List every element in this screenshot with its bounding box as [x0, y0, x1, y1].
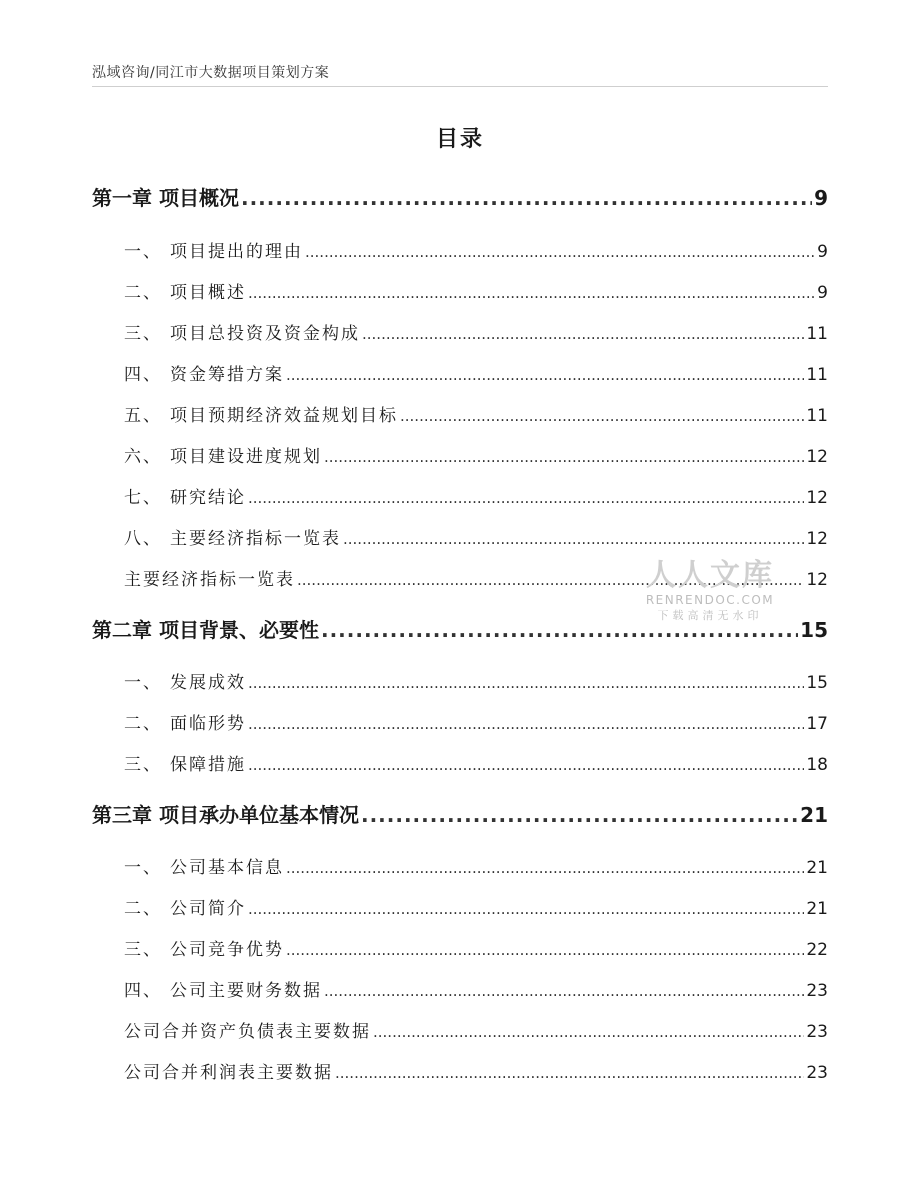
toc-page-number: 15 [806, 673, 828, 693]
leader-dots [324, 982, 804, 1000]
toc-entry-label: 项目提出的理由 [170, 242, 303, 262]
toc-section-number: 二、 [124, 714, 162, 734]
toc-chapter-1[interactable] [92, 182, 828, 211]
header-divider [92, 86, 828, 87]
leader-dots [400, 407, 804, 425]
toc-section[interactable] [92, 319, 828, 344]
toc-entry-label: 发展成效 [170, 673, 246, 693]
leader-dots [361, 803, 798, 827]
toc-section-number: 八、 [124, 529, 162, 549]
leader-dots [324, 448, 804, 466]
toc-entry-label: 第一章 项目概况 [92, 186, 239, 210]
page-title: 目录 [435, 127, 484, 152]
watermark-site: RENRENDOC.COM [645, 593, 775, 607]
toc-section[interactable] [92, 935, 828, 960]
leader-dots [241, 186, 812, 210]
toc-page-number: 9 [814, 186, 828, 210]
toc-entry-label: 研究结论 [170, 488, 246, 508]
toc-section-number: 四、 [124, 981, 162, 1001]
toc-section[interactable] [92, 442, 828, 467]
leader-dots [286, 941, 804, 959]
leader-dots [286, 366, 804, 384]
toc-section[interactable] [92, 524, 828, 549]
toc-page-number: 22 [806, 940, 828, 960]
toc-page-number: 23 [806, 1063, 828, 1083]
toc-section-number: 三、 [124, 755, 162, 775]
toc-section[interactable] [92, 709, 828, 734]
toc-page-number: 17 [806, 714, 828, 734]
leader-dots [248, 756, 804, 774]
toc-page-number: 23 [806, 1022, 828, 1042]
watermark-tagline: 下载高清无水印 [657, 609, 763, 622]
toc-page-number: 9 [817, 242, 828, 262]
toc-section-number: 三、 [124, 940, 162, 960]
toc-section-number: 二、 [124, 283, 162, 303]
leader-dots [286, 859, 804, 877]
toc-entry-label: 公司基本信息 [170, 858, 284, 878]
leader-dots [362, 325, 804, 343]
toc-entry-label: 第三章 项目承办单位基本情况 [92, 803, 359, 827]
toc-chapter-2[interactable] [92, 614, 828, 643]
toc-section[interactable] [92, 750, 828, 775]
toc-entry-label: 公司主要财务数据 [170, 981, 322, 1001]
toc-page-number: 9 [817, 283, 828, 303]
toc-page-number: 12 [806, 447, 828, 467]
toc-section-number: 七、 [124, 488, 162, 508]
toc-table-entry[interactable] [92, 1017, 828, 1042]
toc-entry-label: 项目总投资及资金构成 [170, 324, 360, 344]
leader-dots [305, 243, 815, 261]
toc-entry-label: 公司合并资产负债表主要数据 [124, 1022, 371, 1042]
toc-page-number: 23 [806, 981, 828, 1001]
toc-section[interactable] [92, 360, 828, 385]
toc-section-number: 四、 [124, 365, 162, 385]
leader-dots [321, 618, 798, 642]
leader-dots [297, 571, 804, 589]
toc-entry-label: 项目预期经济效益规划目标 [170, 406, 398, 426]
toc-page-number: 11 [806, 406, 828, 426]
toc-section[interactable] [92, 894, 828, 919]
toc-entry-label: 项目建设进度规划 [170, 447, 322, 467]
leader-dots [373, 1023, 804, 1041]
toc-section[interactable] [92, 237, 828, 262]
toc-entry-label: 第二章 项目背景、必要性 [92, 618, 319, 642]
toc-section-number: 一、 [124, 858, 162, 878]
toc-entry-label: 公司合并利润表主要数据 [124, 1063, 333, 1083]
leader-dots [248, 284, 815, 302]
toc-section[interactable] [92, 853, 828, 878]
toc-page-number: 12 [806, 488, 828, 508]
toc-page-number: 21 [806, 858, 828, 878]
toc-entry-label: 资金筹措方案 [170, 365, 284, 385]
leader-dots [248, 674, 804, 692]
leader-dots [248, 715, 804, 733]
toc-page-number: 11 [806, 365, 828, 385]
leader-dots [335, 1064, 804, 1082]
toc-section[interactable] [92, 976, 828, 1001]
toc-section-number: 一、 [124, 242, 162, 262]
toc-entry-label: 公司简介 [170, 899, 246, 919]
toc-page-number: 12 [806, 570, 828, 590]
toc-section-number: 五、 [124, 406, 162, 426]
toc-section[interactable] [92, 668, 828, 693]
toc-entry-label: 项目概述 [170, 283, 246, 303]
toc-section-number: 一、 [124, 673, 162, 693]
toc-page-number: 21 [800, 803, 828, 827]
toc-page-number: 12 [806, 529, 828, 549]
toc-table-entry[interactable] [92, 565, 828, 590]
toc-chapter-3[interactable] [92, 799, 828, 828]
toc-page-number: 11 [806, 324, 828, 344]
page-header: 泓域咨询/同江市大数据项目策划方案 [92, 65, 330, 81]
leader-dots [248, 900, 804, 918]
toc-section-number: 二、 [124, 899, 162, 919]
toc-section-number: 六、 [124, 447, 162, 467]
toc-entry-label: 面临形势 [170, 714, 246, 734]
toc-entry-label: 保障措施 [170, 755, 246, 775]
watermark-logo-text: 人人文库 [646, 558, 774, 593]
toc-page-number: 18 [806, 755, 828, 775]
leader-dots [343, 530, 804, 548]
toc-section-number: 三、 [124, 324, 162, 344]
toc-section[interactable] [92, 483, 828, 508]
leader-dots [248, 489, 804, 507]
toc-entry-label: 主要经济指标一览表 [170, 529, 341, 549]
toc-section[interactable] [92, 278, 828, 303]
toc-section[interactable] [92, 401, 828, 426]
toc-page-number: 21 [806, 899, 828, 919]
toc-entry-label: 公司竞争优势 [170, 940, 284, 960]
toc-page-number: 15 [800, 618, 828, 642]
toc-entry-label: 主要经济指标一览表 [124, 570, 295, 590]
toc-table-entry[interactable] [92, 1058, 828, 1083]
